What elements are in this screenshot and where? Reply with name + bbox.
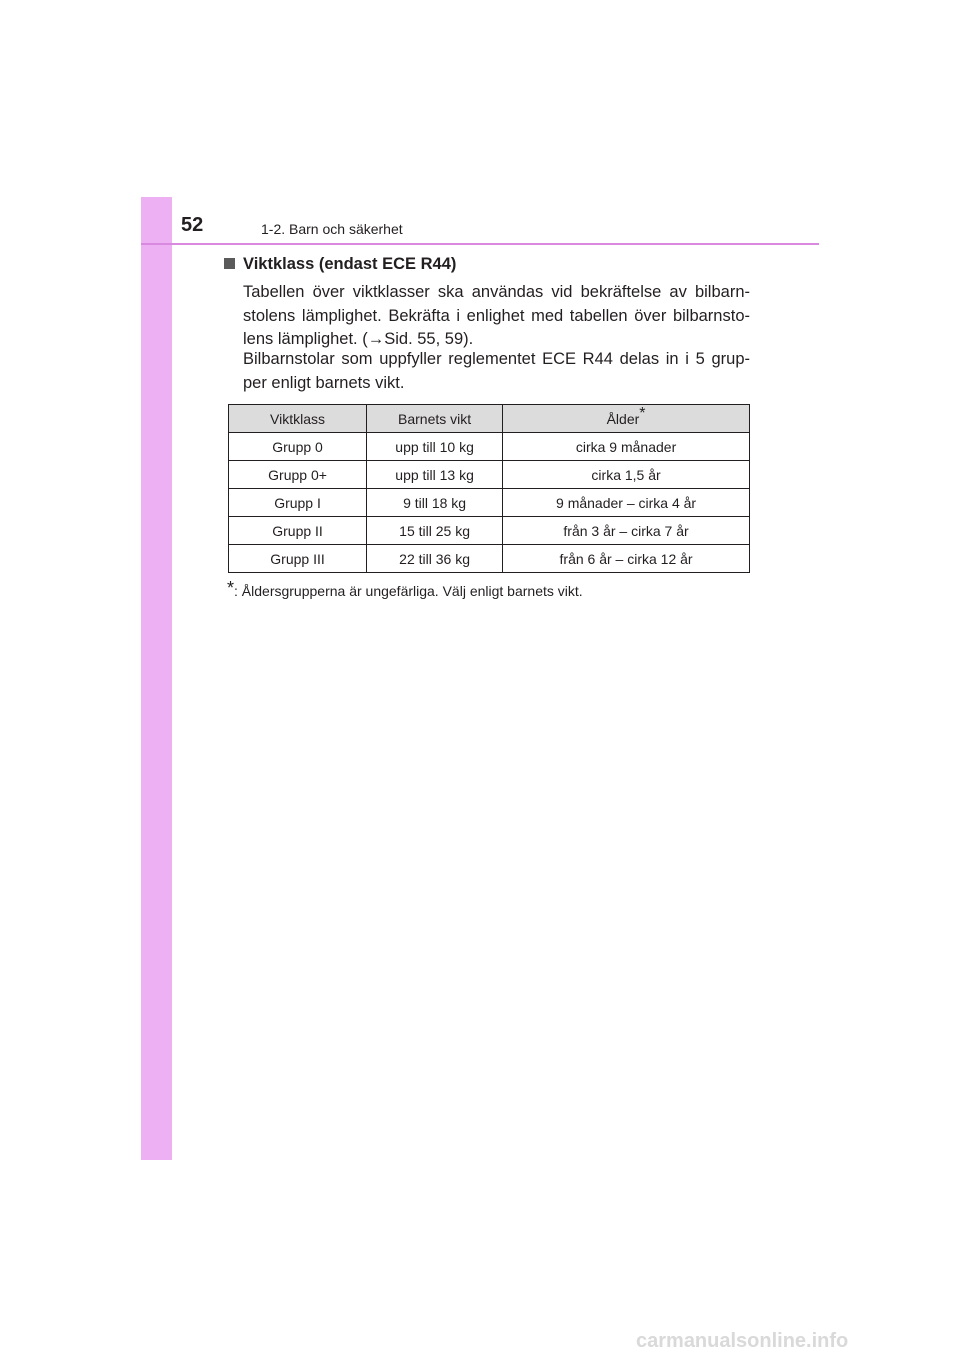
column-header-weight-class: Viktklass: [229, 405, 367, 433]
column-header-child-weight: Barnets vikt: [367, 405, 503, 433]
table-cell: 9 månader – cirka 4 år: [503, 489, 750, 517]
chapter-title: 1-2. Barn och säkerhet: [261, 221, 403, 237]
weight-class-table: [228, 404, 750, 573]
table-cell: Grupp III: [229, 545, 367, 573]
page-number: 52: [181, 214, 204, 236]
section-title: [224, 255, 456, 274]
column-header-age: [503, 405, 750, 433]
age-footnote: [227, 578, 583, 599]
table-row: [229, 489, 750, 517]
table-cell: cirka 9 månader: [503, 433, 750, 461]
groups-paragraph: Bilbarnstolar som uppfyller reglementet ECE R44 delas in i 5 grup-per enligt barnets vikt.: [243, 350, 750, 392]
chapter-sidebar-tab: [141, 197, 172, 1160]
table-cell: Grupp II: [229, 517, 367, 545]
table-cell: Grupp 0: [229, 433, 367, 461]
section-title-text: Viktklass (endast ECE R44): [243, 255, 457, 273]
table-cell: från 6 år – cirka 12 år: [503, 545, 750, 573]
table-cell: 9 till 18 kg: [367, 489, 503, 517]
table-cell: Grupp 0+: [229, 461, 367, 489]
table-cell: cirka 1,5 år: [503, 461, 750, 489]
square-bullet-icon: [224, 258, 235, 269]
table-cell: 15 till 25 kg: [367, 517, 503, 545]
table-cell: 22 till 36 kg: [367, 545, 503, 573]
site-watermark: carmanualsonline.info: [636, 1330, 849, 1352]
column-header-age-label: Ålder: [606, 410, 640, 427]
footnote-text: : Åldersgrupperna är ungefärliga. Välj enligt barnets vikt.: [234, 583, 583, 599]
intro-paragraph: Tabellen över viktklasser ska användas vid bekräftelse av bilbarn-stolens lämplighet. Bekräfta i enlighet med tabellen över bilbarnsto-lens lämplighet. (→Sid. 55, 59).: [243, 283, 750, 348]
table-cell: Grupp I: [229, 489, 367, 517]
table-row: [229, 517, 750, 545]
table-row: [229, 461, 750, 489]
footnote-asterisk: *: [227, 578, 235, 598]
footnote-marker: *: [639, 404, 646, 422]
table-cell: upp till 10 kg: [367, 433, 503, 461]
header-rule: [141, 243, 819, 245]
table-row: [229, 433, 750, 461]
table-row: [229, 545, 750, 573]
table-header-row: [229, 405, 750, 433]
table-cell: från 3 år – cirka 7 år: [503, 517, 750, 545]
table-cell: upp till 13 kg: [367, 461, 503, 489]
